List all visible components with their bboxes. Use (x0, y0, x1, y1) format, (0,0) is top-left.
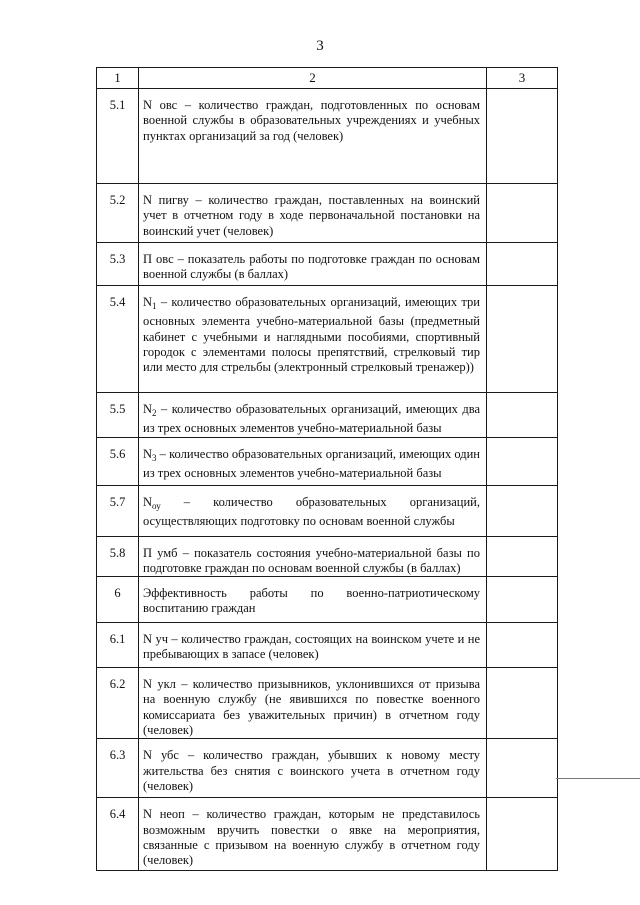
row-value (487, 184, 558, 243)
table-row (97, 623, 558, 668)
row-number: 5.7 (97, 485, 139, 536)
table-row (97, 739, 558, 798)
table-row (97, 485, 558, 536)
row-value (487, 536, 558, 577)
description-text: – количество образовательных организаций, имеющих один из трех основных элементов учебно-материальной базы (143, 446, 480, 480)
symbol-subscript: 3 (152, 452, 157, 463)
row-description: N уч – количество граждан, состоящих на воинском учете и не пребывающих в запасе (человек) (139, 623, 487, 668)
table-row (97, 286, 558, 393)
row-value (487, 485, 558, 536)
row-number: 5.6 (97, 437, 139, 485)
row-number: 5.3 (97, 243, 139, 286)
table-row (97, 393, 558, 438)
row-number: 6.1 (97, 623, 139, 668)
row-description (139, 437, 487, 485)
row-description: N укл – количество призывников, уклонившихся от призыва на военную службу (не явившихся по повестке военного комиссариата без уважительных причин) в отчетном году (человек) (139, 668, 487, 739)
column-header-3: 3 (487, 68, 558, 89)
table-row (97, 798, 558, 871)
page-number: 3 (316, 38, 324, 54)
description-text: – количество образовательных организаций, имеющих три основных элемента учебно-материальной базы (предметный кабинет с учебными и наглядными пособиями, спортивный городок с элементами полосы препятствий, стрелковый тир или место для стрельбы (электронный стрелковый тренажер)) (143, 295, 480, 375)
row-value (487, 89, 558, 184)
scan-artifact-line (556, 778, 640, 779)
row-value (487, 437, 558, 485)
row-description: N пигву – количество граждан, поставленных на воинский учет в отчетном году в ходе первоначальной постановки на воинский учет (человек) (139, 184, 487, 243)
column-header-2: 2 (139, 68, 487, 89)
symbol-subscript: оу (152, 500, 161, 511)
table-row (97, 536, 558, 577)
symbol: N (143, 494, 153, 509)
row-description: N овс – количество граждан, подготовленных по основам военной службы в образовательных учреждениях и учебных пунктах организаций за год (человек) (139, 89, 487, 184)
row-description: N убс – количество граждан, убывших к новому месту жительства без снятия с воинского учета в отчетном году (человек) (139, 739, 487, 798)
symbol: N (143, 295, 153, 309)
row-number: 6.4 (97, 798, 139, 871)
table-row (97, 437, 558, 485)
row-number: 5.5 (97, 393, 139, 438)
row-value (487, 623, 558, 668)
table-header-row (97, 68, 558, 89)
symbol-subscript: 2 (152, 408, 157, 418)
row-value (487, 393, 558, 438)
table-row (97, 89, 558, 184)
indicators-table (96, 67, 558, 871)
row-number: 5.4 (97, 286, 139, 393)
row-value (487, 739, 558, 798)
description-text: – количество образовательных организаций, имеющих два из трех основных элементов учебно-материальной базы (143, 402, 480, 436)
table-row (97, 184, 558, 243)
row-description (139, 286, 487, 393)
row-value (487, 798, 558, 871)
table-row (97, 243, 558, 286)
symbol: N (143, 446, 153, 461)
description-text: – количество образовательных организаций, осуществляющих подготовку по основам военной службы (143, 494, 480, 528)
row-number: 6 (97, 577, 139, 623)
row-number: 6.2 (97, 668, 139, 739)
row-description: N неоп – количество граждан, которым не представилось возможным вручить повестки о явке на мероприятия, связанные с призывом на военную службу в отчетном году (человек) (139, 798, 487, 871)
column-header-1: 1 (97, 68, 139, 89)
symbol: N (143, 402, 153, 416)
row-description: П умб – показатель состояния учебно-материальной базы по подготовке граждан по основам военной службы (в баллах) (139, 536, 487, 577)
symbol-subscript: 1 (152, 301, 157, 311)
row-description: Эффективность работы по военно-патриотическому воспитанию граждан (139, 577, 487, 623)
row-value (487, 286, 558, 393)
row-number: 5.2 (97, 184, 139, 243)
row-value (487, 577, 558, 623)
row-description (139, 393, 487, 438)
row-number: 5.1 (97, 89, 139, 184)
row-number: 5.8 (97, 536, 139, 577)
table-row (97, 577, 558, 623)
row-number: 6.3 (97, 739, 139, 798)
row-description (139, 485, 487, 536)
row-description: П овс – показатель работы по подготовке граждан по основам военной службы (в баллах) (139, 243, 487, 286)
row-value (487, 243, 558, 286)
row-value (487, 668, 558, 739)
table-row (97, 668, 558, 739)
